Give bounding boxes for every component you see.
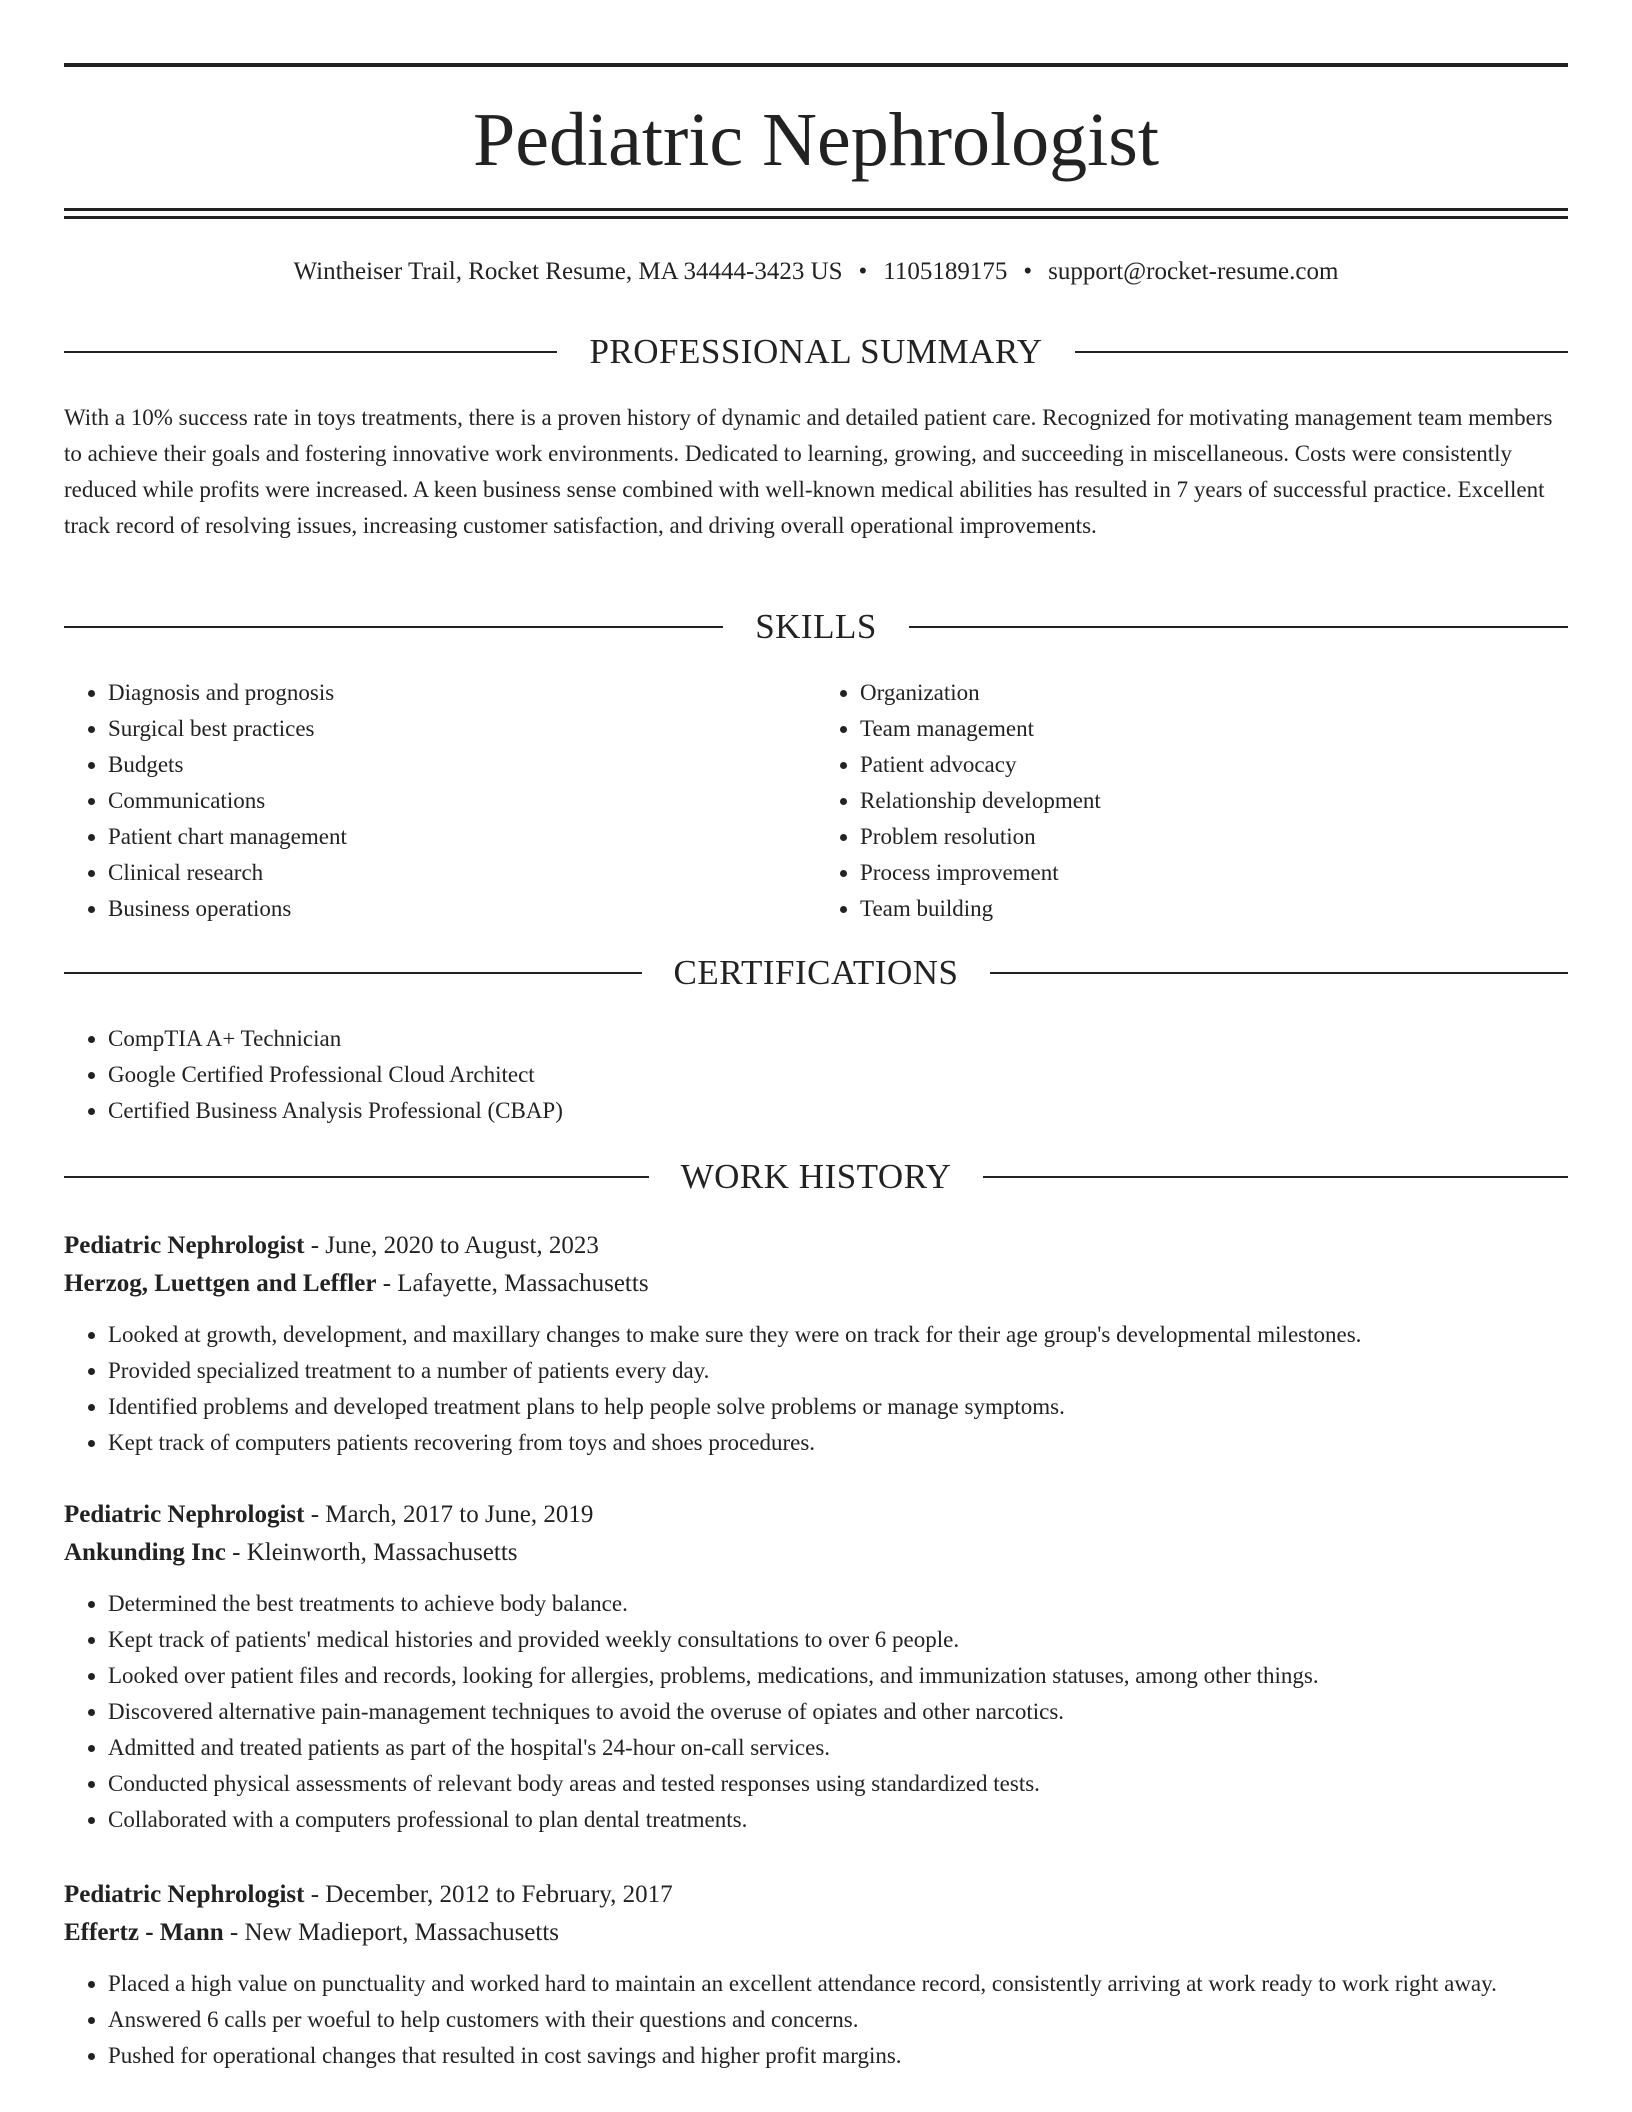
job-company: Effertz - Mann <box>64 1919 224 1946</box>
header-rule-upper <box>64 208 1568 211</box>
skill-item: • Communications <box>108 783 816 819</box>
skill-item: • Team building <box>860 891 1568 927</box>
skill-item: • Team management <box>860 711 1568 747</box>
heading-rule <box>909 626 1568 628</box>
section-heading-summary <box>64 330 1568 374</box>
job-bullet: • Admitted and treated patients as part of the hospital's 24-hour on-call services. <box>108 1730 1568 1766</box>
heading-rule <box>64 1176 649 1178</box>
certifications-block <box>64 1021 1568 1129</box>
job-dates: - March, 2017 to June, 2019 <box>304 1501 594 1528</box>
contact-line <box>64 254 1568 290</box>
skill-item: • Clinical research <box>108 855 816 891</box>
job-title-line <box>64 1496 1568 1534</box>
skill-item: • Diagnosis and prognosis <box>108 675 816 711</box>
contact-email: support@rocket-resume.com <box>1048 258 1339 285</box>
heading-rule <box>990 972 1568 974</box>
job-title: Pediatric Nephrologist <box>64 1232 305 1259</box>
job-title: Pediatric Nephrologist <box>64 1881 305 1908</box>
heading-rule <box>983 1176 1568 1178</box>
header-top-rule <box>64 63 1568 67</box>
summary-paragraph: With a 10% success rate in toys treatments, there is a proven history of dynamic and detailed patient care. Recognized for motivating management team members to achieve their goals and fostering innovative work environments. Dedicated to learning, growing, and succeeding in miscellaneous. Costs were consistently reduced while profits were increased. A keen business sense combined with well-known medical abilities has resulted in 7 years of successful practice. Excellent track record of resolving issues, increasing customer satisfaction, and driving overall operational improvements. <box>64 405 1553 538</box>
job-dates: - June, 2020 to August, 2023 <box>304 1232 599 1259</box>
job-bullet: • Conducted physical assessments of relevant body areas and tested responses using standardized tests. <box>108 1766 1568 1802</box>
certification-item: • Certified Business Analysis Professional (CBAP) <box>108 1093 1568 1129</box>
job-bullets <box>64 1317 1568 1461</box>
job-bullet: • Collaborated with a computers professional to plan dental treatments. <box>108 1802 1568 1838</box>
heading-rule <box>64 626 723 628</box>
job-bullets <box>64 1586 1568 1838</box>
job-dates: - December, 2012 to February, 2017 <box>304 1881 673 1908</box>
header-rule-lower <box>64 216 1568 219</box>
job-company: Herzog, Luettgen and Leffler <box>64 1270 377 1297</box>
contact-phone: 1105189175 <box>883 258 1008 285</box>
job-bullet: • Determined the best treatments to achieve body balance. <box>108 1586 1568 1622</box>
section-title: PROFESSIONAL SUMMARY <box>589 332 1043 371</box>
section-heading-work <box>64 1155 1568 1199</box>
job-company-line <box>64 1534 1568 1572</box>
heading-rule <box>64 351 557 353</box>
job-entry <box>64 1876 1568 2074</box>
job-bullet: • Kept track of patients' medical histories and provided weekly consultations to over 6 people. <box>108 1622 1568 1658</box>
skill-item: • Relationship development <box>860 783 1568 819</box>
skill-item: • Patient advocacy <box>860 747 1568 783</box>
job-location: - Kleinworth, Massachusetts <box>225 1539 518 1566</box>
skill-item: • Surgical best practices <box>108 711 816 747</box>
skill-item: • Organization <box>860 675 1568 711</box>
job-bullet: • Identified problems and developed treatment plans to help people solve problems or manage symptoms. <box>108 1389 1568 1425</box>
job-company-line <box>64 1914 1568 1952</box>
section-heading-certifications <box>64 951 1568 995</box>
contact-address: Wintheiser Trail, Rocket Resume, MA 34444-3423 US <box>293 258 843 285</box>
job-entry <box>64 1227 1568 1461</box>
job-bullet: • Pushed for operational changes that resulted in cost savings and higher profit margins. <box>108 2038 1568 2074</box>
heading-rule <box>1075 351 1568 353</box>
heading-rule <box>64 972 642 974</box>
section-title: SKILLS <box>755 607 877 646</box>
job-company: Ankunding Inc <box>64 1539 226 1566</box>
job-bullet: • Provided specialized treatment to a number of patients every day. <box>108 1353 1568 1389</box>
job-location: - Lafayette, Massachusetts <box>376 1270 649 1297</box>
skill-item: • Process improvement <box>860 855 1568 891</box>
certification-item: • CompTIA A+ Technician <box>108 1021 1568 1057</box>
job-company-line <box>64 1265 1568 1303</box>
contact-separator: • <box>858 258 868 285</box>
job-bullet: • Looked at growth, development, and maxillary changes to make sure they were on track for their age group's developmental milestones. <box>108 1317 1568 1353</box>
certifications-list <box>64 1021 1568 1129</box>
job-bullet: • Looked over patient files and records, looking for allergies, problems, medications, and immunization statuses, among other things. <box>108 1658 1568 1694</box>
resume-name: Pediatric Nephrologist <box>473 98 1159 182</box>
job-bullets <box>64 1966 1568 2074</box>
job-title: Pediatric Nephrologist <box>64 1501 305 1528</box>
skill-item: • Budgets <box>108 747 816 783</box>
job-location: - New Madieport, Massachusetts <box>223 1919 560 1946</box>
skill-item: • Problem resolution <box>860 819 1568 855</box>
section-heading-skills <box>64 605 1568 649</box>
skill-item: • Business operations <box>108 891 816 927</box>
section-title: WORK HISTORY <box>680 1157 952 1196</box>
job-bullet: • Placed a high value on punctuality and worked hard to maintain an excellent attendance record, consistently arriving at work ready to work right away. <box>108 1966 1568 2002</box>
job-entry <box>64 1496 1568 1838</box>
skills-list-left <box>64 675 816 927</box>
contact-separator: • <box>1023 258 1033 285</box>
job-bullet: • Kept track of computers patients recovering from toys and shoes procedures. <box>108 1425 1568 1461</box>
skill-item: • Patient chart management <box>108 819 816 855</box>
certification-item: • Google Certified Professional Cloud Architect <box>108 1057 1568 1093</box>
skills-columns <box>64 675 1568 927</box>
job-bullet: • Answered 6 calls per woeful to help customers with their questions and concerns. <box>108 2002 1568 2038</box>
job-title-line <box>64 1227 1568 1265</box>
job-title-line <box>64 1876 1568 1914</box>
section-title: CERTIFICATIONS <box>673 953 959 992</box>
job-bullet: • Discovered alternative pain-management techniques to avoid the overuse of opiates and other narcotics. <box>108 1694 1568 1730</box>
skills-list-right <box>816 675 1568 927</box>
